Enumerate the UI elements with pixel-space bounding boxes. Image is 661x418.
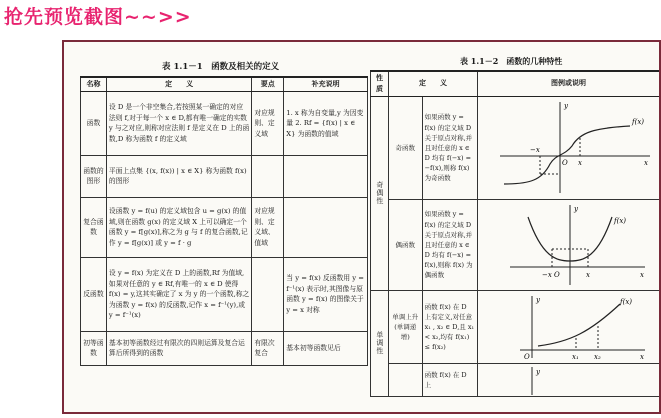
row-definition: 基本初等函数经过有限次的四则运算及复合运算后所得到的函数 bbox=[106, 331, 251, 365]
function-definitions-table bbox=[80, 76, 368, 366]
odd-function-graph bbox=[480, 98, 656, 198]
row-definition: 如果函数 y = f(x) 的定义域 D 关于原点对称,并且对任意的 x ∈ D 均有 f(−x) = f(x),则称 f(x) 为偶函数 bbox=[422, 199, 477, 290]
row-point: 有限次复合 bbox=[252, 331, 284, 365]
graph-cell bbox=[477, 363, 659, 396]
table-row bbox=[81, 155, 368, 197]
row-name: 函数的图形 bbox=[81, 155, 107, 197]
row-name: 反函数 bbox=[81, 257, 107, 331]
col-header-name: 名称 bbox=[81, 77, 107, 91]
row-definition: 如果函数 y = f(x) 的定义域 D 关于原点对称,并且对任意的 x ∈ D 均有 f(−x) = −f(x),则称 f(x) 为奇函数 bbox=[422, 96, 477, 199]
increasing-function-graph bbox=[480, 292, 656, 362]
y-label: y bbox=[573, 204, 578, 213]
function-properties-table bbox=[370, 70, 660, 397]
y-label: y bbox=[535, 295, 540, 304]
row-definition: 平面上点集 {(x, f(x)) | x ∈ X} 称为函数 f(x) 的图形 bbox=[106, 155, 251, 197]
curve-label: f(x) bbox=[631, 117, 644, 126]
col-header-note: 补充说明 bbox=[284, 77, 368, 91]
pos-x-label: x bbox=[577, 158, 582, 167]
row-name bbox=[388, 363, 422, 396]
y-label: y bbox=[563, 101, 568, 110]
document-scan bbox=[62, 40, 661, 414]
row-name: 偶函数 bbox=[388, 199, 422, 290]
decreasing-function-graph bbox=[480, 365, 656, 395]
row-point: 对应规则、定义域 bbox=[252, 91, 284, 155]
table-row bbox=[81, 197, 368, 257]
increasing-curve bbox=[538, 304, 620, 346]
row-name: 函数 bbox=[81, 91, 107, 155]
row-definition: 设 y = f(x) 为定义在 D 上的函数,Rf 为值域,如果对任意的 y ∈ Rf,有唯一的 x ∈ D 使得 f(x) = y,这其实确定了 x 为 y 的一个函数,称之为函数 y = f(x) 的反函数,记作 x = f⁻¹(y),或 y = f⁻¹(x) bbox=[106, 257, 251, 331]
group-monotonic: 单调性 bbox=[371, 290, 389, 396]
row-name: 奇函数 bbox=[388, 96, 422, 199]
row-point bbox=[252, 155, 284, 197]
col-header-point: 要点 bbox=[252, 77, 284, 91]
even-function-graph bbox=[480, 201, 656, 289]
table-row bbox=[81, 257, 368, 331]
graph-cell bbox=[477, 290, 659, 363]
row-name: 初等函数 bbox=[81, 331, 107, 365]
row-definition: 设 D 是一个非空集合,若按照某一确定的对应法则 f,对于每一个 x ∈ D,都有唯一确定的实数 y 与之对应,则称对应法则 f 是定义在 D 上的函数,D 称为函数 f 的定义域 bbox=[106, 91, 251, 155]
row-note: 当 y = f(x) 反函数用 y = f⁻¹(x) 表示时,其图像与原函数 y = f(x) 的图像关于 y = x 对称 bbox=[284, 257, 368, 331]
row-point: 对应规则、定义域、值域 bbox=[252, 197, 284, 257]
preview-banner: 抢先预览截图~~>> bbox=[4, 6, 192, 28]
curve-label: f(x) bbox=[613, 216, 626, 225]
row-note: 1. x 称为自变量,y 为因变量 2. Rf = {f(x) | x ∈ X} 为函数的值域 bbox=[284, 91, 368, 155]
group-parity: 奇偶性 bbox=[371, 96, 389, 290]
table-row bbox=[81, 331, 368, 365]
row-name: 复合函数 bbox=[81, 197, 107, 257]
graph-cell bbox=[477, 96, 659, 199]
col-header-graph: 图例或说明 bbox=[477, 71, 659, 96]
neg-x-label: −x O bbox=[541, 270, 560, 279]
table-row bbox=[371, 96, 660, 199]
origin-label: O bbox=[561, 158, 568, 167]
table-row bbox=[371, 363, 660, 396]
table-row bbox=[371, 290, 660, 363]
row-note bbox=[284, 197, 368, 257]
table-row bbox=[81, 91, 368, 155]
row-point bbox=[252, 257, 284, 331]
row-definition: 函数 f(x) 在 D 上 bbox=[422, 363, 477, 396]
table2-title: 表 1.1－2 函数的几种特性 bbox=[460, 56, 563, 66]
row-definition: 设函数 y = f(u) 的定义域包含 u = g(x) 的值域,则在函数 g(x) 的定义域 X 上可以确定一个函数 y = f[g(x)],称之为 g 与 f 的复合函数,记作 y = f[g(x)] 或 y = f · g bbox=[106, 197, 251, 257]
col-header-definition: 定 义 bbox=[106, 77, 251, 91]
curve-label: f(x) bbox=[619, 297, 632, 306]
origin-label: O bbox=[523, 352, 530, 361]
x-axis-label: x bbox=[643, 158, 648, 167]
table1-title: 表 1.1－1 函数及相关的定义 bbox=[162, 62, 280, 72]
col-header-definition: 定 义 bbox=[388, 71, 477, 96]
row-note: 基本初等函数见后 bbox=[284, 331, 368, 365]
x-axis-label: x bbox=[639, 352, 644, 361]
x2-label: x₂ bbox=[593, 352, 601, 361]
col-header-property: 性质 bbox=[371, 71, 389, 96]
y-label: y bbox=[535, 367, 540, 376]
row-definition: 函数 f(x) 在 D 上有定义,对任意 x₁ , x₂ ∈ D,且 x₁ < x₂,均有 f(x₁) ≤ f(x₂) bbox=[422, 290, 477, 363]
odd-curve bbox=[504, 126, 630, 184]
row-note bbox=[284, 155, 368, 197]
pos-x-label: x bbox=[585, 270, 590, 279]
row-name: 单调上升(单调递增) bbox=[388, 290, 422, 363]
x1-label: x₁ bbox=[571, 352, 579, 361]
neg-x-label: −x bbox=[529, 145, 540, 154]
graph-cell bbox=[477, 199, 659, 290]
table-row bbox=[371, 199, 660, 290]
x-axis-label: x bbox=[639, 270, 644, 279]
